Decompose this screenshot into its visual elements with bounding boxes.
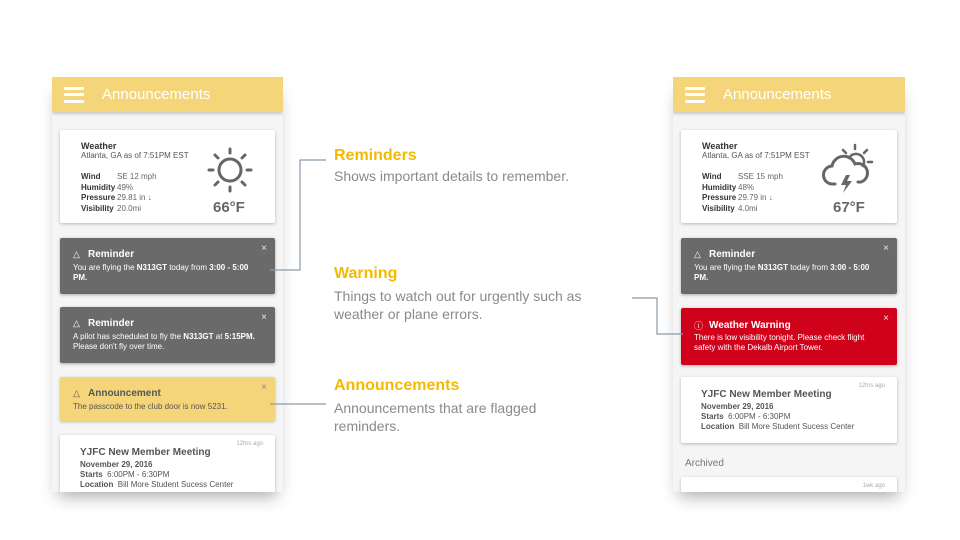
visibility-value: 4.0mi [738,203,758,213]
humidity-label: Humidity [81,182,116,192]
temperature: 66°F [213,199,245,216]
weather-title: Weather [702,141,738,151]
meeting-title: YJFC New Member Meeting [701,389,832,400]
visibility-label: Visibility [81,203,114,213]
timestamp: 12hrs ago [858,383,885,389]
announcement-title: Announcement [88,388,161,399]
meeting-date: November 29, 2016 [701,402,774,411]
humidity-label: Humidity [702,182,737,192]
humidity-value: 49% [117,182,134,192]
reminder-text: You are flying the N313GT today from 3:00 - 5:00 PM. [73,263,249,282]
reminder-title: Reminder [88,249,135,260]
warning-connector [632,298,683,334]
warning-title: Weather Warning [709,320,791,331]
weather-location: Atlanta, GA as of 7:51PM EST [702,151,810,160]
reminders-connector [270,160,326,270]
archived-section-label: Archived [685,458,724,469]
weather-location: Atlanta, GA as of 7:51PM EST [81,151,189,160]
humidity-value: 48% [738,182,755,192]
close-icon[interactable]: × [261,382,267,393]
pressure-label: Pressure [81,193,116,202]
wind-label: Wind [81,172,101,181]
callout-announcements-text: Announcements that are flagged reminders. [334,400,537,434]
app-title: Announcements [723,86,832,103]
close-icon[interactable]: × [883,243,889,254]
bell-icon: △ [73,388,80,398]
app-bar [52,77,283,112]
pressure-label: Pressure [702,193,737,202]
callout-warning-heading: Warning [334,265,398,282]
menu-icon[interactable] [685,87,705,103]
callout-warning-text: Things to watch out for urgently such as weather or plane errors. [334,288,582,322]
reminder-text: A pilot has scheduled to fly the N313GT at 5:15PM. Please don't fly over time. [73,332,255,351]
visibility-label: Visibility [702,203,735,213]
close-icon[interactable]: × [883,313,889,324]
timestamp: 12hrs ago [236,441,263,447]
timestamp: 1wk ago [862,483,885,489]
callout-reminders-text: Shows important details to remember. [334,168,569,184]
meeting-details: November 29, 2016 Starts 6:00PM - 6:30PM Location Bill More Student Sucess Center [701,402,855,431]
reminder-title: Reminder [88,318,135,329]
visibility-value: 20.0mi [117,203,142,213]
bell-icon: △ [694,249,701,259]
menu-icon[interactable] [64,87,84,103]
close-icon[interactable]: × [261,243,267,254]
meeting-title: YJFC New Member Meeting [80,447,211,458]
app-title: Announcements [102,86,211,103]
temperature: 67°F [833,199,865,216]
reminder-text: You are flying the N313GT today from 3:00 - 5:00 PM. [694,263,870,282]
wind-label: Wind [702,172,722,181]
bell-icon: △ [73,249,80,259]
callout-reminders-heading: Reminders [334,147,417,164]
alert-icon: ⓘ [694,321,704,331]
meeting-date: November 29, 2016 [80,460,153,469]
announcement-text: The passcode to the club door is now 5231. [73,402,228,411]
bell-icon: △ [73,318,80,328]
meeting-details: November 29, 2016 Starts 6:00PM - 6:30PM Location Bill More Student Sucess Center [80,460,234,489]
wind-value: SSE 15 mph [738,172,783,181]
weather-title: Weather [81,141,117,151]
pressure-value: 29.81 in ↓ [117,193,152,202]
close-icon[interactable]: × [261,312,267,323]
callout-announcements-heading: Announcements [334,377,460,394]
wind-value: SE 12 mph [117,172,157,181]
app-bar [673,77,905,112]
reminder-title: Reminder [709,249,756,260]
warning-text: There is low visibility tonight. Please check flight safety with the Dekalb Airport Tower. [694,333,865,352]
pressure-value: 29.79 in ↓ [738,193,773,202]
